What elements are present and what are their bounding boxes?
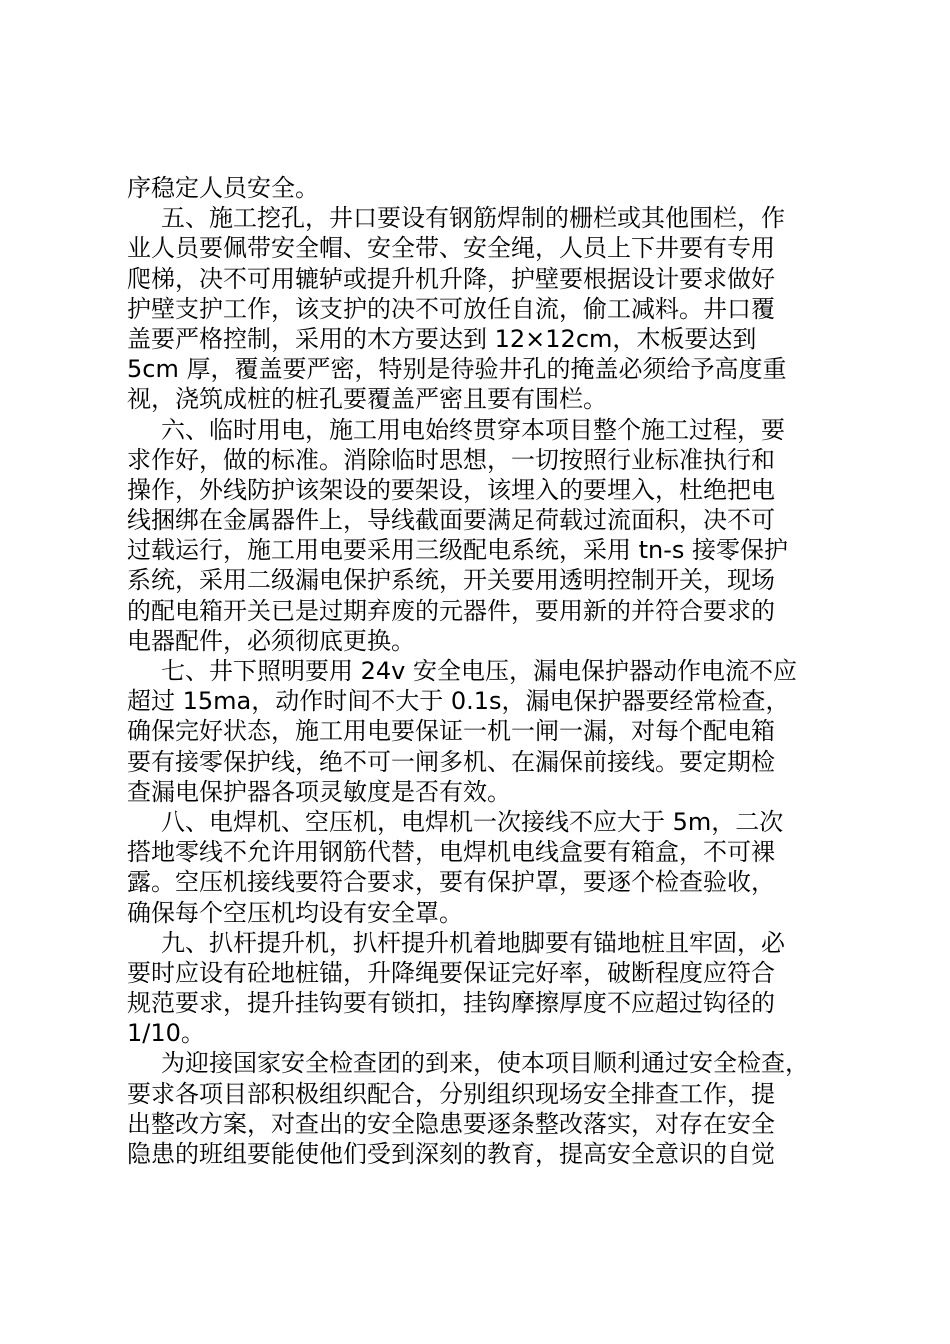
text-line: 爬梯，决不可用辘轳或提升机升降，护壁要根据设计要求做好 [127, 264, 775, 293]
text-line: 过载运行，施工用电要采用三级配电系统，采用 tn-s 接零保护 [127, 536, 789, 565]
text-line: 求作好，做的标准。消除临时思想，一切按照行业标准执行和 [127, 445, 775, 474]
text-line: 要求各项目部积极组织配合，分别组织现场安全排查工作，提 [127, 1079, 775, 1108]
text-line: 视，浇筑成桩的桩孔要覆盖严密且要有围栏。 [127, 385, 607, 414]
text-line: 护壁支护工作，该支护的决不可放任自流，偷工减料。井口覆 [127, 294, 775, 323]
text-line: 的配电箱开关已是过期弃废的元器件，要用新的并符合要求的 [127, 596, 775, 625]
text-line: 操作，外线防护该架设的要架设，该埋入的要埋入，杜绝把电 [127, 475, 775, 504]
text-line: 出整改方案，对查出的安全隐患要逐条整改落实，对存在安全 [127, 1109, 775, 1138]
text-line: 要有接零保护线，绝不可一闸多机、在漏保前接线。要定期检 [127, 747, 775, 776]
paragraph-first-line: 为迎接国家安全检查团的到来，使本项目顺利通过安全检查， [161, 1049, 809, 1078]
document-body [127, 173, 847, 1169]
text-line: 露。空压机接线要符合要求，要有保护罩，要逐个检查验收， [127, 868, 775, 897]
paragraph-first-line: 七、井下照明要用 24v 安全电压，漏电保护器动作电流不应 [161, 657, 797, 685]
text-line: 电器配件，必须彻底更换。 [127, 626, 415, 655]
text-line: 规范要求，提升挂钩要有锁扣，挂钩摩擦厚度不应超过钩径的 [127, 989, 775, 1018]
text-line: 确保每个空压机均设有安全罩。 [127, 898, 463, 927]
paragraph-first-line: 九、扒杆提升机，扒杆提升机着地脚要有锚地桩且牢固，必 [161, 928, 785, 957]
text-line: 5cm 厚，覆盖要严密，特别是待验井孔的掩盖必须给予高度重 [127, 355, 787, 384]
text-line: 隐患的班组要能使他们受到深刻的教育，提高安全意识的自觉 [127, 1140, 775, 1168]
text-line: 超过 15ma，动作时间不大于 0.1s，漏电保护器要经常检查， [127, 687, 790, 716]
text-line: 1/10。 [127, 1019, 205, 1048]
text-line: 查漏电保护器各项灵敏度是否有效。 [127, 777, 511, 806]
text-line: 要时应设有砼地桩锚，升降绳要保证完好率，破断程度应符合 [127, 958, 775, 987]
text-line: 搭地零线不允许用钢筋代替，电焊机电线盒要有箱盒，不可裸 [127, 838, 775, 867]
paragraph-first-line: 六、临时用电，施工用电始终贯穿本项目整个施工过程，要 [161, 415, 785, 444]
text-line: 业人员要佩带安全帽、安全带、安全绳，人员上下井要有专用 [127, 234, 775, 263]
text-line: 线捆绑在金属器件上，导线截面要满足荷载过流面积，决不可 [127, 506, 775, 535]
text-line: 确保完好状态，施工用电要保证一机一闸一漏，对每个配电箱 [127, 717, 775, 746]
paragraph-first-line: 八、电焊机、空压机，电焊机一次接线不应大于 5m，二次 [161, 807, 784, 836]
text-line: 系统，采用二级漏电保护系统，开关要用透明控制开关，现场 [127, 566, 775, 595]
text-line: 序稳定人员安全。 [127, 174, 319, 202]
paragraph-first-line: 五、施工挖孔，井口要设有钢筋焊制的栅栏或其他围栏，作 [161, 204, 785, 233]
text-line: 盖要严格控制，采用的木方要达到 12×12cm，木板要达到 [127, 324, 757, 353]
